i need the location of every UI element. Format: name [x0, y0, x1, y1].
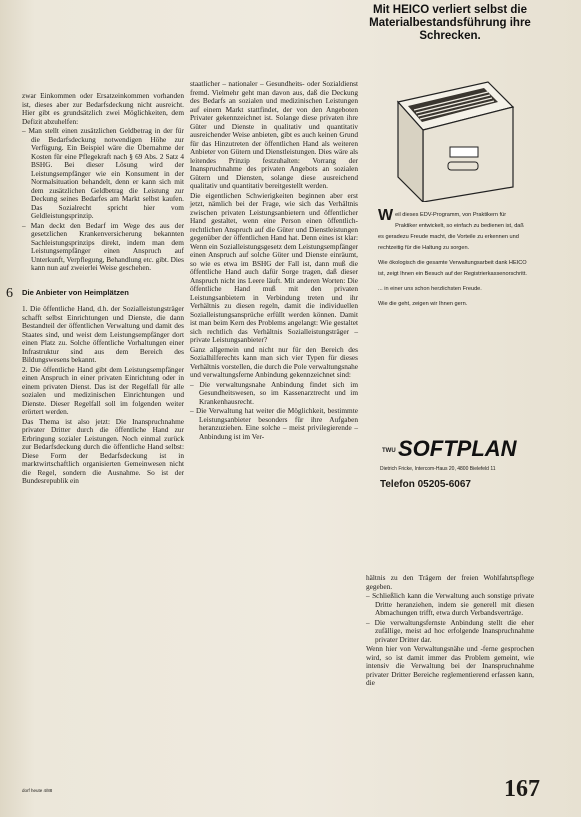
text-column-1	[22, 92, 184, 487]
paragraph: 2. Die öffentliche Hand gibt dem Leistungsempfänger einen Anspruch in einer privaten Einrichtung oder in einem privaten Dienst. Das ist der Regelfall für alle sozialen und medizinischen Einrichtungen und Dienste. Dieser Regelfall soll im folgenden weiter erörtert werden.	[22, 364, 184, 416]
ad-paragraph: Wie ökologisch die gesamte Verwaltungsarbeit dank HEICO ist, zeigt Ihnen ein Besuch auf der Registrierkassenorschritt.	[378, 260, 527, 277]
ad-address: Dietrich Fricke, Intercom-Haus 20, 4800 Bielefeld 11	[380, 466, 496, 472]
paragraph: Die eigentlichen Schwierigkeiten beginnen aber erst jetzt, nämlich bei der Frage, wie sich das Verhältnis zwischen privaten Leistungsanbietern und öffentlicher Hand gestaltet, wenn eine Person einen öffentlich-rechtlichen Anspruch auf die Güter und Dienstleistungen gegenüber der öffentlichen Hand hat. Denn eines ist klar: Wenn ein Sozialleistungsgesetz dem Leistungsempfänger einen Anspruch auf solche Güter und Dienste einräumt, so wie es etwa im BSHG der Fall ist, dann muß die öffentliche Hand auch dafür Sorge tragen, daß dieser Anspruch nicht ins Leere läuft. Mit anderen Worten: Die öffentliche Hand muß mit den privaten Leistungsanbietern in Verbindung treten und ihr Verhältnis zu diesen regeln, damit die individuellen Sozialleistungsansprüche erfüllt werden können. Damit ist man beim Kern des Problems angelangt: Wie gestaltet sich rechtlich das Verhältnis Sozialleistungsträger – private Leistungsanbieter?	[190, 190, 358, 344]
softplan-logo	[380, 428, 530, 462]
ad-paragraph	[378, 207, 528, 254]
paragraph: hältnis zu den Trägern der freien Wohlfahrtspflege gegeben.	[366, 573, 534, 591]
paragraph: – Man stellt einen zusätzlichen Geldbetrag in der für die Bedarfsdeckung notwendigen Höhe zur Verfügung. Ein Beispiel wäre die Übernahme der Kosten für eine Pflegekraft nach § 69 Abs. 2 Satz 4 BSHG. Bei dieser Lösung wird der Leistungsempfänger wie ein Konsument in der Normalsituation behandelt, denn er kann sich mit dem zusätzlichen Geldbetrag die Leistung zur Deckung seines Bedarfes am Markt selbst kaufen. Das Sozialrecht spricht hier vom Geldleistungsprinzip.	[22, 126, 184, 220]
paragraph: Ganz allgemein und nicht nur für den Bereich des Sozialhilferechts kann man sich vier Typen für dieses Verhältnis vorstellen, die durch die Pole verwaltungsnahe und verwaltungsferne Anbindung gekennzeichnet sind:	[190, 344, 358, 379]
paragraph: – Die Verwaltung hat weiter die Möglichkeit, bestimmte Leistungsanbieter besonders für ihre Aufgaben heranzuziehen. Eine solche – meist privilegierende – Anbindung ist im Ver-	[190, 406, 358, 441]
card-file-box-illustration	[388, 62, 518, 202]
paragraph: zwar Einkommen oder Ersatzeinkommen vorhanden ist, dieses aber zur Bedarfsdeckung nicht ausreicht. Hier gibt es grundsätzlich zwei Möglichkeiten, dem Defizit abzuhelfen:	[22, 91, 184, 126]
paragraph: – Man deckt den Bedarf im Wege des aus der gesetzlichen Krankenversicherung bekannten Sachleistungsprinzips direkt, indem man dem Leistungsempfänger einen Anspruch auf Unterkunft, Verpflegung, Behandlung etc. gibt. Dies kann nun auf zweierlei Weise geschehen.	[22, 220, 184, 272]
paragraph: – Die verwaltungsfernste Anbindung stellt die eher zufällige, meist ad hoc erfolgende Inanspruchnahme privater Dritter dar.	[366, 617, 534, 644]
ad-paragraph: Wie die geht, zeigen wir Ihnen gern.	[378, 301, 468, 307]
drop-cap: W	[378, 207, 394, 224]
paragraph: Wenn hier von Verwaltungsnähe und -ferne gesprochen wird, so ist damit immer das Problem gemeint, wie intensiv die Verwaltung bei der Inanspruchnahme privater Dritter Bereiche reglementierend erfassen kann, die	[366, 644, 534, 687]
page-number: 167	[504, 776, 540, 802]
logo-wordmark: SOFTPLAN	[398, 436, 517, 461]
paragraph: staatlicher – nationaler – Gesundheits- oder Sozialdienst fremd. Vielmehr geht man davon aus, daß die Deckung des Bedarfs an sozialen und medizinischen Leistungen auf einem Markt stattfindet, der von den Angeboten Privater gekennzeichnet ist. Solange diese privaten ihre Güter und Dienste in qualitativ und quantitativ ausreichender Weise anbieten, gibt es auch keinen Grund für das Hinzutreten der öffentlichen Hand als weiteren Anbieter von Gütern und Dienstleistungen. Dies wäre als leitendes Prinzip festzuhalten: Vorrang der Inanspruchnahme des privaten Angebots an sozialen Gütern und Diensten, solange diese ausreichend qualitativ und quantitativ bereitgestellt werden.	[190, 79, 358, 190]
section-heading: Die Anbieter von Heimplätzen	[22, 287, 129, 297]
margin-mark: 6	[6, 286, 13, 301]
ad-paragraph: ... in einer uns schon herzlichsten Freude.	[378, 286, 482, 292]
paragraph: – Schließlich kann die Verwaltung auch sonstige private Dritte heranziehen, indem sie generell mit diesen Abmachungen trifft, etwa durch Verbandsverträge.	[366, 591, 534, 617]
advertisement	[364, 0, 536, 560]
ad-phone: Telefon 05205-6067	[380, 479, 471, 490]
ad-headline: Mit HEICO verliert selbst die Materialbestandsführung ihre Schrecken.	[369, 4, 531, 42]
paragraph: – Die verwaltungsnahe Anbindung findet sich im Gesundheitswesen, so im Kassenarztrecht und im Krankenhausrecht.	[190, 379, 358, 406]
paragraph: 1. Die öffentliche Hand, d.h. der Sozialleistungsträger schafft selbst Einrichtungen und Dienste, die dann Bestandteil der öffentlichen Verwaltung und damit des Staates sind, und weist dem Leistungsempfänger dort einen Platz zu. Solche öffentliche Vorhaltungen einer Infrastruktur sind aus dem Bereich des Bildungswesens bekannt.	[22, 304, 184, 364]
logo-prefix: TWU	[382, 448, 396, 454]
ad-text: eil dieses EDV-Programm, von Praktikern für Praktiker entwickelt, so einfach zu bedienen ist, daß es geradezu Freude macht, die Vorteile zu erkennen und rechtzeitig für die Haltung zu sorgen.	[378, 212, 524, 251]
footer-source: dorf heute 4/88	[22, 788, 53, 793]
paragraph: Das Thema ist also jetzt: Die Inanspruchnahme privater Dritter durch die öffentliche Hand zur Erbringung sozialer Leistungen. Noch einmal zurück zur Bedarfsdeckung durch die öffentliche Hand selbst: Diese Form der Bedarfsdeckung ist in marktwirtschaftlich organisierten Gemeinwesen nicht die Regel, sondern die Ausnahme. So ist der Bundesrepublik ein	[22, 416, 184, 485]
text-column-2	[190, 80, 358, 442]
text-column-3	[366, 574, 534, 689]
ad-body	[378, 207, 528, 314]
